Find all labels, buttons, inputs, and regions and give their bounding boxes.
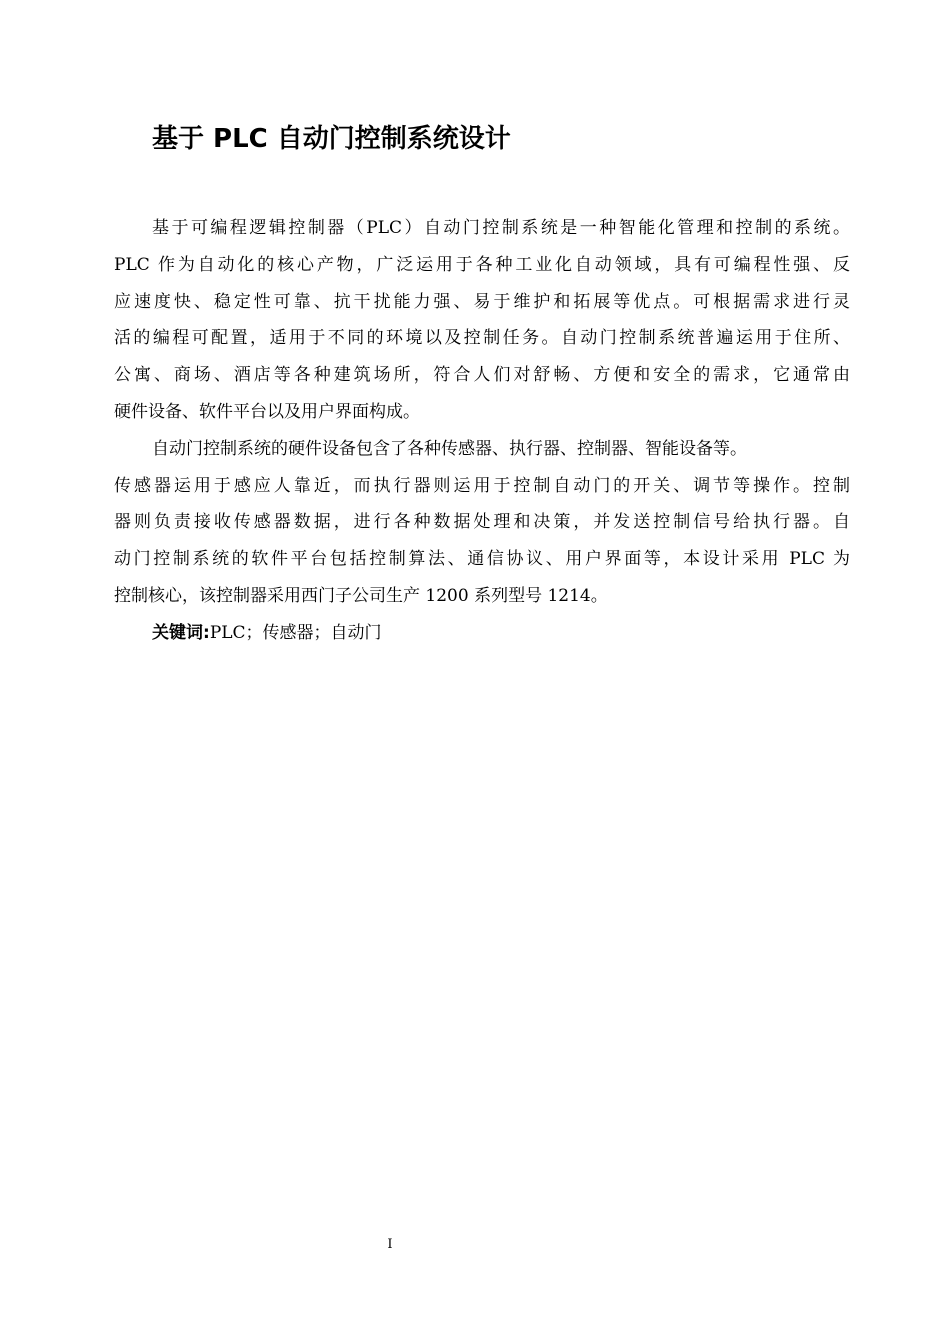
paragraph-line: 应速度快、稳定性可靠、抗干扰能力强、易于维护和拓展等优点。可根据需求进行灵 <box>114 291 850 312</box>
paragraph-line: 器则负责接收传感器数据，进行各种数据处理和决策，并发送控制信号给执行器。自 <box>114 512 850 533</box>
paragraph-line: 公寓、商场、酒店等各种建筑场所，符合人们对舒畅、方便和安全的需求，它通常由 <box>114 365 850 386</box>
page-number: I <box>387 1237 393 1252</box>
paragraph-2 <box>114 431 850 615</box>
paragraph-line: 传感器运用于感应人靠近，而执行器则运用于控制自动门的开关、调节等操作。控制 <box>114 475 850 496</box>
paragraph-line: 动门控制系统的软件平台包括控制算法、通信协议、用户界面等，本设计采用 PLC 为 <box>114 549 850 570</box>
document-title: 基于 PLC 自动门控制系统设计 <box>152 124 511 154</box>
abstract-body <box>114 210 850 652</box>
paragraph-1 <box>114 210 850 431</box>
paragraph-line: PLC 作为自动化的核心产物，广泛运用于各种工业化自动领域，具有可编程性强、反 <box>114 254 850 275</box>
paragraph-line: 自动门控制系统的硬件设备包含了各种传感器、执行器、控制器、智能设备等。 <box>152 438 747 459</box>
paragraph-line: 活的编程可配置，适用于不同的环境以及控制任务。自动门控制系统普遍运用于住所、 <box>114 328 850 349</box>
paragraph-line: 基于可编程逻辑控制器（PLC）自动门控制系统是一种智能化管理和控制的系统。 <box>152 218 850 238</box>
keywords-label: 关键词: <box>152 622 210 643</box>
paragraph-line: 控制核心，该控制器采用西门子公司生产 1200 系列型号 1214。 <box>114 585 608 606</box>
keywords-line <box>114 615 850 652</box>
keywords-value: PLC；传感器；自动门 <box>209 622 382 643</box>
paragraph-line: 硬件设备、软件平台以及用户界面构成。 <box>114 401 420 422</box>
